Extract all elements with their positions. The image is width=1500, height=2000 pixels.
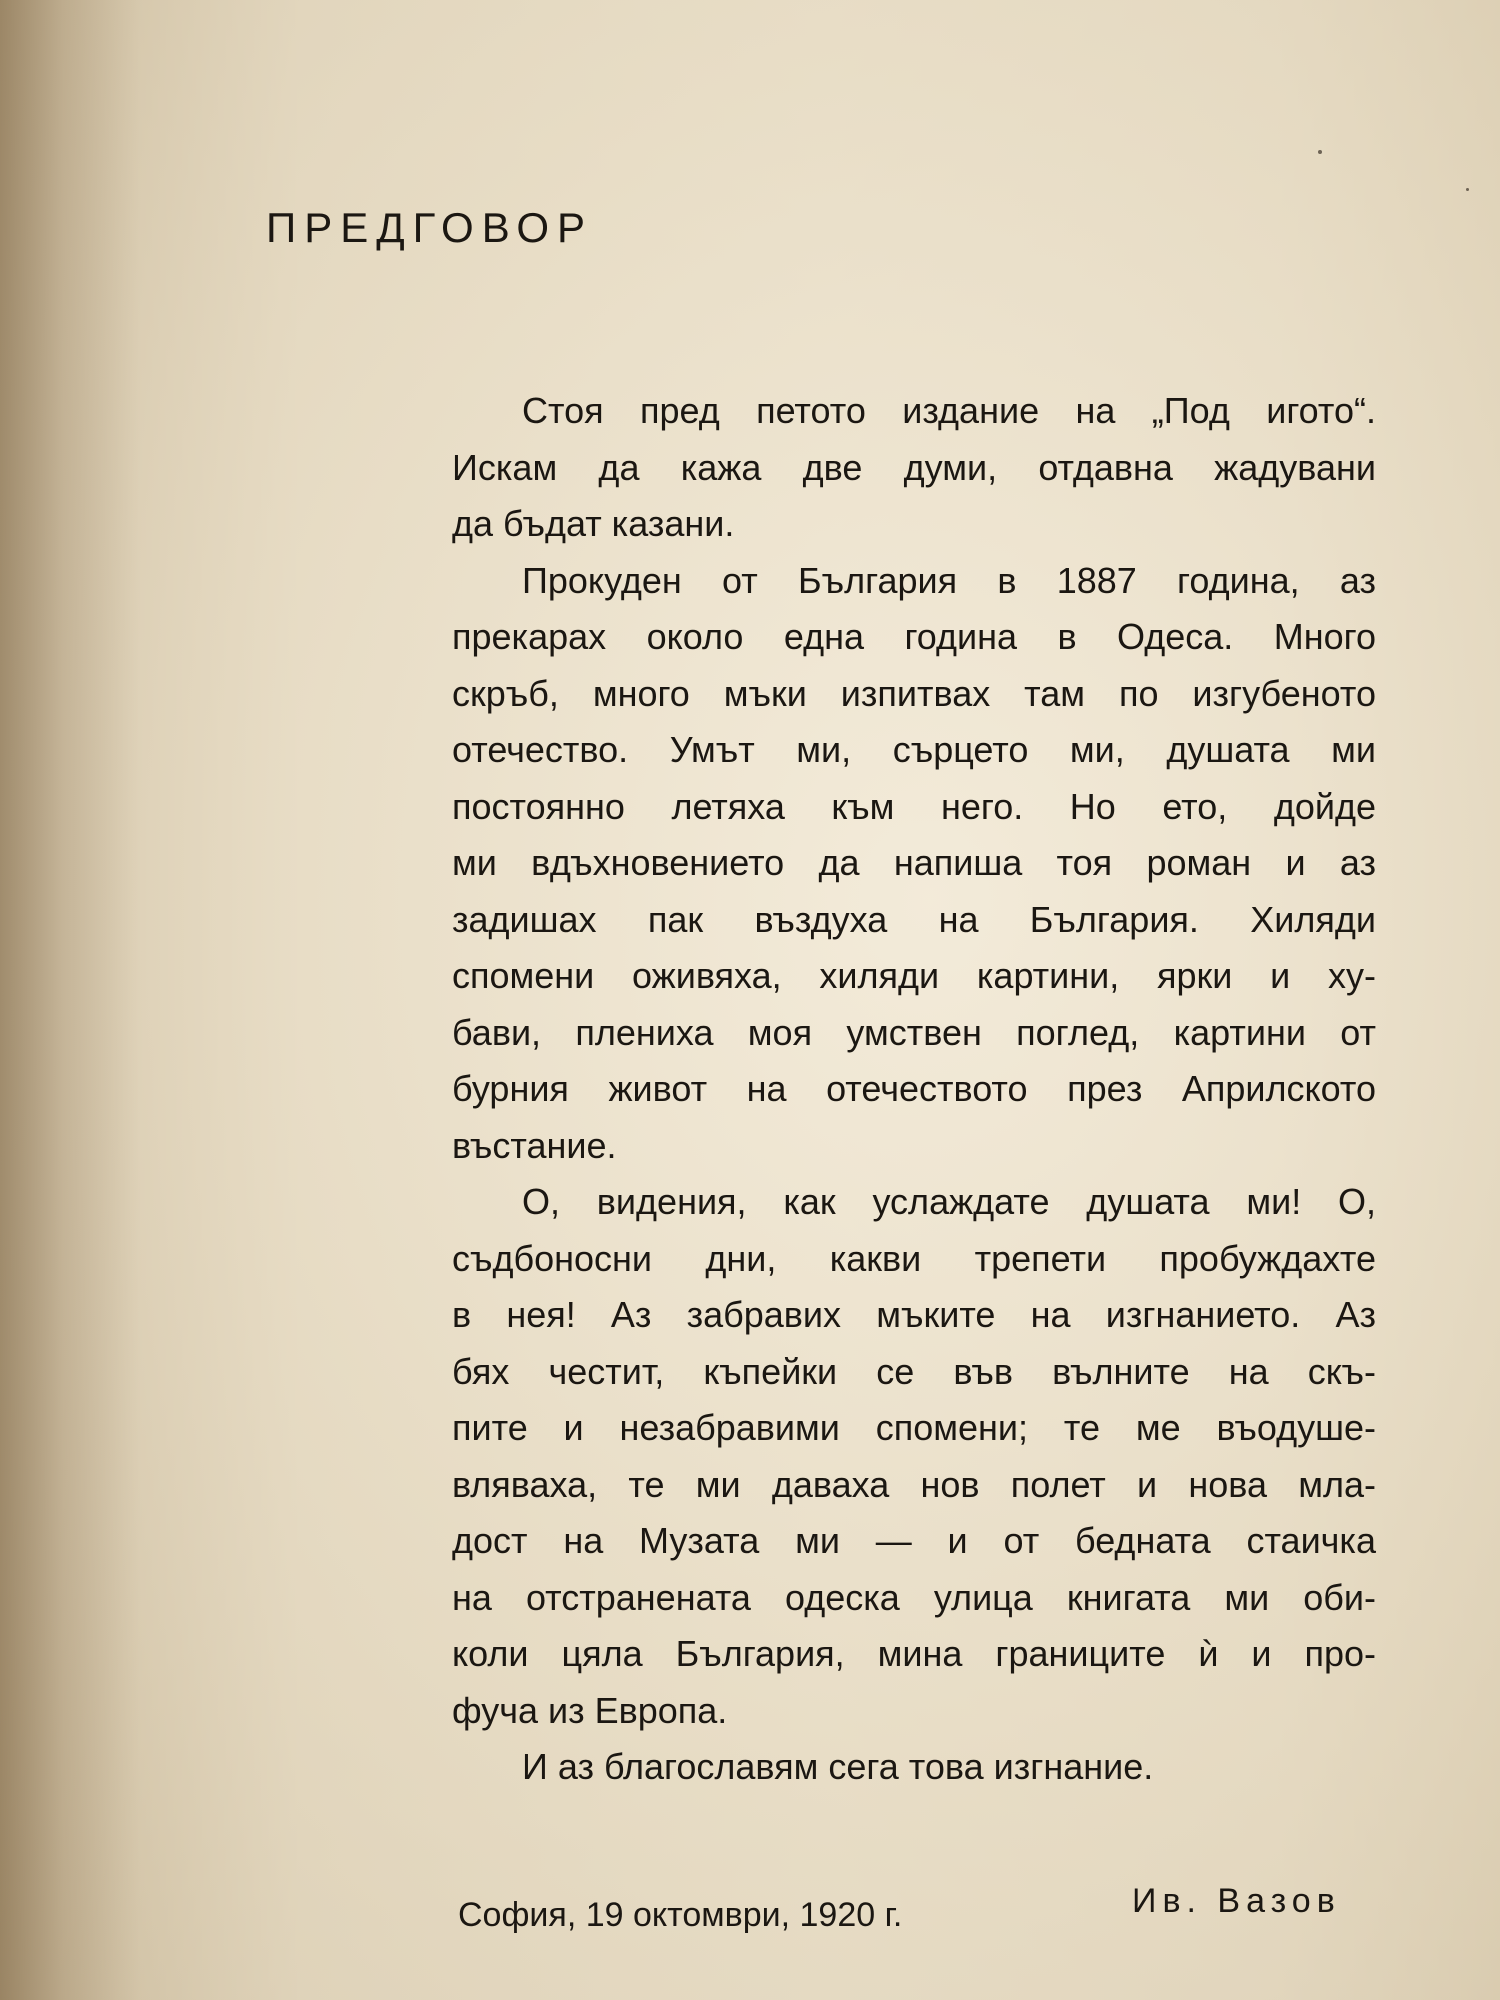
page-edge-shadow: [0, 0, 140, 2000]
text-line: прекарах около една година в Одеса. Много: [452, 616, 1376, 657]
text-line: въстание.: [452, 1124, 617, 1166]
text-line: Стоя пред петото издание на „Под игото“.: [522, 390, 1376, 431]
preface-text: [452, 383, 1376, 1796]
text-line: фуча из Европа.: [452, 1689, 728, 1731]
text-line: спомени оживяха, хиляди картини, ярки и ху-: [452, 955, 1376, 996]
text-line: отечество. Умът ми, сърцето ми, душата ми: [452, 729, 1376, 770]
text-line: бях честит, къпейки се във вълните на скъ-: [452, 1350, 1376, 1392]
text-line: И аз благославям сега това изгнание.: [522, 1746, 1154, 1787]
text-line: Искам да кажа две думи, отдавна жадувани: [452, 446, 1376, 488]
text-line: да бъдат казани.: [452, 503, 735, 544]
text-line: бави, плениха моя умствен поглед, картини от: [452, 1011, 1376, 1053]
text-line: дост на Музата ми — и от бедната стаичка: [452, 1520, 1376, 1561]
text-line: Прокуден от България в 1887 година, аз: [522, 559, 1376, 601]
text-line: вляваха, те ми даваха нов полет и нова мла-: [452, 1463, 1376, 1505]
text-line: пите и незабравими спомени; те ме въодуше-: [452, 1407, 1376, 1448]
text-line: съдбоносни дни, какви трепети пробуждахте: [452, 1237, 1376, 1279]
text-line: в нея! Аз забравих мъките на изгнанието. Аз: [452, 1294, 1376, 1335]
paper-speck: [1318, 150, 1322, 154]
paper-speck: [1466, 188, 1469, 191]
text-line: коли цяла България, мина границите ѝ и про-: [452, 1633, 1376, 1674]
text-line: бурния живот на отечеството през Априлското: [452, 1068, 1376, 1109]
place-date: София, 19 октомври, 1920 г.: [458, 1896, 903, 1934]
text-line: О, видения, как услаждате душата ми! О,: [522, 1181, 1376, 1222]
text-line: скръб, много мъки изпитвах там по изгубеното: [452, 672, 1376, 714]
text-line: на отстранената одеска улица книгата ми оби-: [452, 1576, 1376, 1618]
text-line: задишах пак въздуха на България. Хиляди: [452, 898, 1376, 940]
text-line: ми вдъхновението да напиша тоя роман и аз: [452, 842, 1376, 883]
author-signature: Ив. Вазов: [1132, 1882, 1341, 1920]
text-line: постоянно летяха към него. Но ето, дойде: [452, 785, 1376, 827]
page-title: ПРЕДГОВОР: [266, 204, 594, 251]
